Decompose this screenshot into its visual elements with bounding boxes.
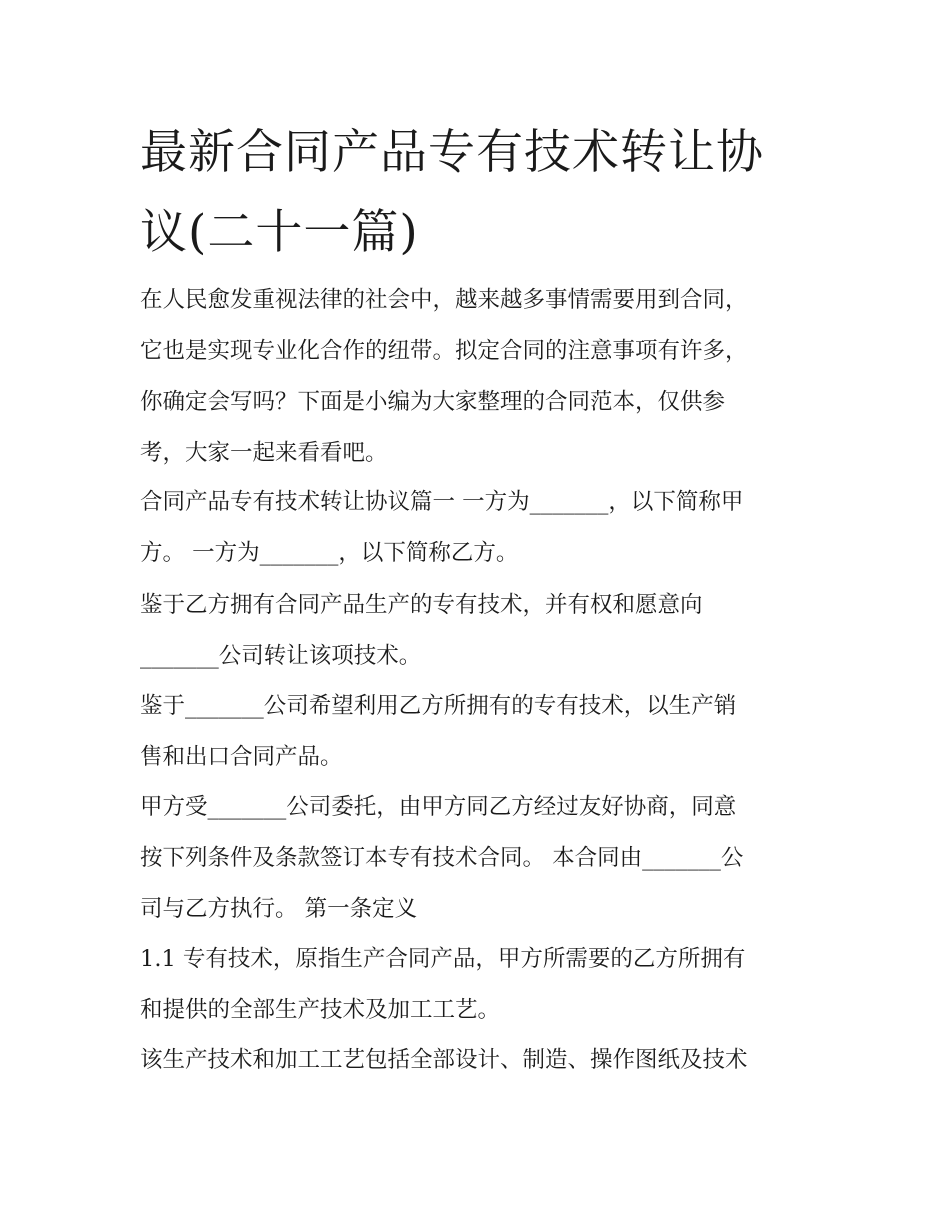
text-line: 售和出口合同产品。 <box>140 744 343 770</box>
title-line: 最新合同产品专有技术转让协 <box>140 125 764 180</box>
text-line: 合同产品专有技术转让协议篇一 一方为_______，以下简称甲 <box>140 489 744 515</box>
recital-paragraph-1 <box>140 580 830 682</box>
text-line: 鉴于乙方拥有合同产品生产的专有技术，并有权和愿意向 <box>140 592 703 618</box>
recital-paragraph-3 <box>140 782 830 935</box>
text-line: 在人民愈发重视法律的社会中，越来越多事情需要用到合同， <box>140 287 748 313</box>
technology-paragraph <box>140 1035 830 1086</box>
parties-paragraph <box>140 477 830 579</box>
text-line: 方。 一方为_______，以下简称乙方。 <box>140 540 519 566</box>
text-line: _______公司转让该项技术。 <box>140 643 422 669</box>
intro-paragraph <box>140 275 830 479</box>
recital-paragraph-2 <box>140 681 830 783</box>
text-line: 甲方受_______公司委托，由甲方同乙方经过友好协商，同意 <box>140 794 737 820</box>
document-title <box>140 113 820 273</box>
text-line: 司与乙方执行。 第一条定义 <box>140 896 418 922</box>
text-line: 1.1 专有技术，原指生产合同产品，甲方所需要的乙方所拥有 <box>140 946 746 972</box>
definition-paragraph <box>140 934 830 1036</box>
text-line: 它也是实现专业化合作的纽带。拟定合同的注意事项有许多， <box>140 338 748 364</box>
text-line: 该生产技术和加工工艺包括全部设计、制造、操作图纸及技术 <box>140 1047 748 1073</box>
text-line: 你确定会写吗？下面是小编为大家整理的合同范本，仅供参 <box>140 389 726 415</box>
text-line: 鉴于_______公司希望利用乙方所拥有的专有技术，以生产销 <box>140 693 737 719</box>
title-line: 议(二十一篇) <box>140 205 419 260</box>
text-line: 和提供的全部生产技术及加工工艺。 <box>140 997 501 1023</box>
text-line: 考，大家一起来看看吧。 <box>140 440 388 466</box>
text-line: 按下列条件及条款签订本专有技术合同。 本合同由_______公 <box>140 845 744 871</box>
